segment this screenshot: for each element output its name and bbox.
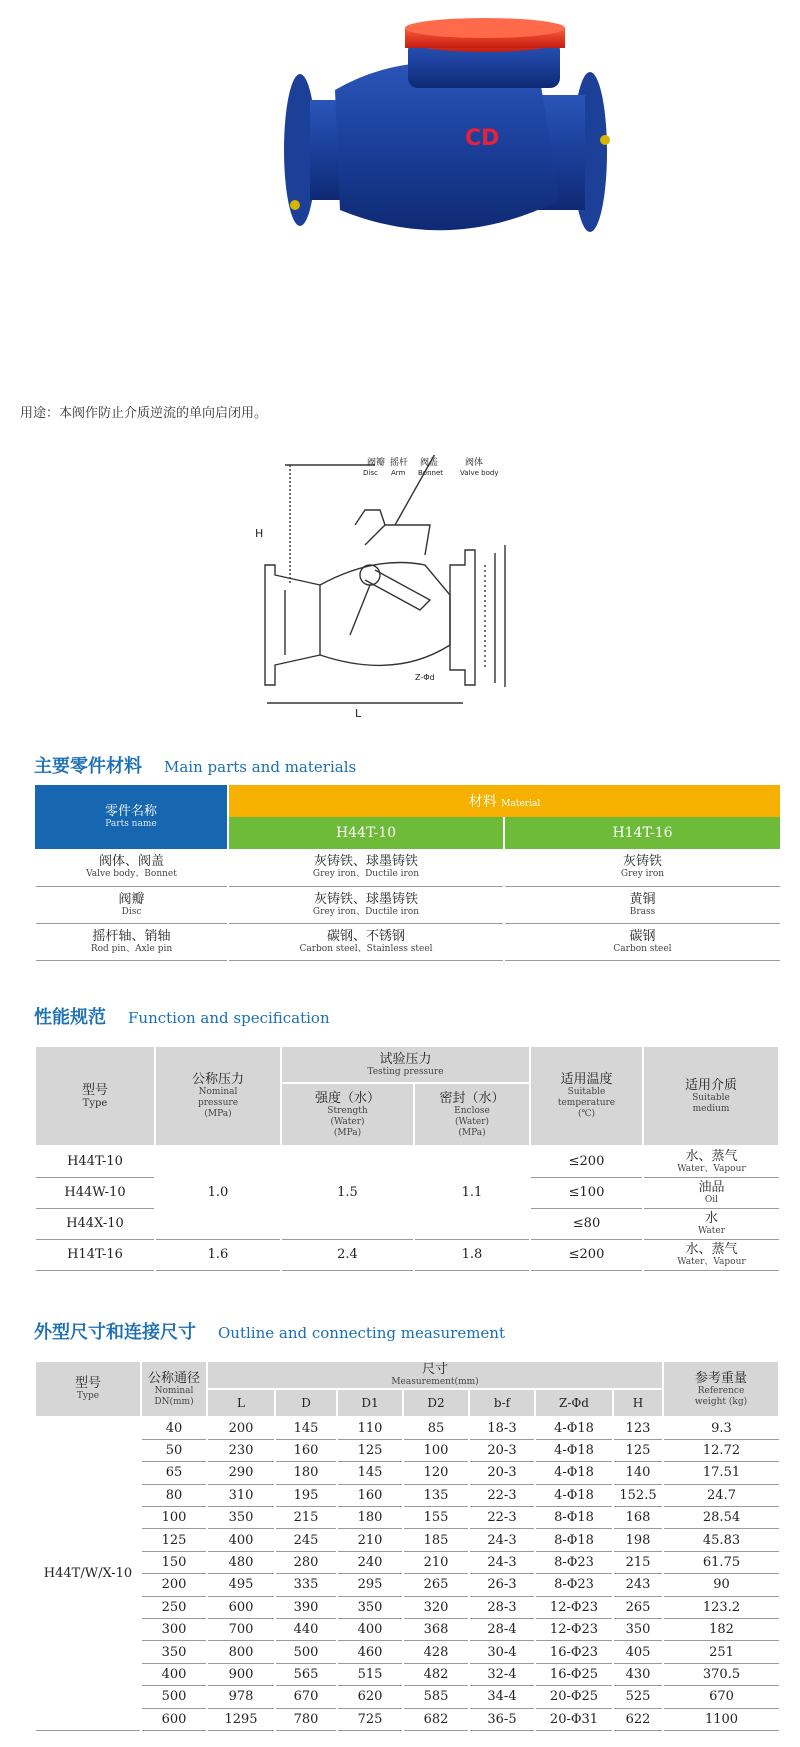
- spec-enclose-header-en3: (MPa): [458, 1127, 486, 1138]
- dims-cell: 460: [337, 1641, 403, 1663]
- dims-cell: 4-Φ18: [535, 1462, 613, 1484]
- dims-cell: 28.54: [663, 1507, 779, 1529]
- material-cell-en: Grey iron、Ductile iron: [312, 906, 420, 917]
- dims-cell: 140: [613, 1462, 663, 1484]
- spec-temp-header-zh: 适用温度: [560, 1072, 613, 1087]
- spec-enclose-header-zh: 密封（水）: [439, 1090, 505, 1106]
- spec-strength-header-en1: Strength: [327, 1105, 368, 1116]
- section-spec-title: [34, 1003, 330, 1029]
- table-row: [35, 1619, 779, 1641]
- spec-medium-cell-en: Water、Vapour: [677, 1163, 746, 1174]
- table-row: [35, 1417, 779, 1439]
- spec-strength-header-en2: (Water): [330, 1116, 365, 1127]
- table-row: [35, 1239, 779, 1270]
- dims-cell: 90: [663, 1574, 779, 1596]
- dims-col-header: D2: [403, 1389, 469, 1417]
- dims-type-cell: H44T/W/X-10: [35, 1417, 141, 1730]
- dims-cell: 1100: [663, 1708, 779, 1730]
- callout-bonnet: 阀盖: [420, 458, 439, 468]
- spec-temp-header-en3: (℃): [577, 1109, 596, 1119]
- spec-pressure-cell: 1.0: [155, 1146, 281, 1239]
- dims-cell: 9.3: [663, 1417, 779, 1439]
- dims-cell: 160: [275, 1439, 337, 1461]
- dims-cell: 620: [337, 1686, 403, 1708]
- dims-cell: 500: [275, 1641, 337, 1663]
- col-h14t16: H14T-16: [504, 817, 780, 849]
- dims-size-header: [207, 1361, 663, 1389]
- dims-cell: 295: [337, 1574, 403, 1596]
- table-row: [35, 1462, 779, 1484]
- dims-table: [34, 1360, 780, 1731]
- dims-cell: 80: [141, 1484, 207, 1506]
- table-row: [35, 1574, 779, 1596]
- table-row: [35, 1507, 779, 1529]
- spec-strength-header-zh: 强度（水）: [314, 1090, 380, 1106]
- brand-logo: CD: [465, 126, 500, 151]
- dims-cell: 240: [337, 1551, 403, 1573]
- dims-cell: 26-3: [469, 1574, 535, 1596]
- dims-cell: 16-Φ25: [535, 1663, 613, 1685]
- material-cell: 灰铸铁、球墨铸铁: [313, 854, 418, 870]
- dims-cell: 16-Φ23: [535, 1641, 613, 1663]
- spec-strength-cell: 2.4: [281, 1239, 414, 1270]
- dims-cell: 18-3: [469, 1417, 535, 1439]
- dims-cell: 125: [337, 1439, 403, 1461]
- dims-cell: 495: [207, 1574, 275, 1596]
- dims-cell: 390: [275, 1596, 337, 1618]
- dims-cell: 335: [275, 1574, 337, 1596]
- dims-cell: 160: [337, 1484, 403, 1506]
- dims-cell: 152.5: [613, 1484, 663, 1506]
- dims-cell: 145: [337, 1462, 403, 1484]
- dims-cell: 100: [403, 1439, 469, 1461]
- part-name-en: Valve body、Bonnet: [86, 869, 177, 880]
- dims-cell: 123.2: [663, 1596, 779, 1618]
- spec-test-header: [281, 1046, 530, 1083]
- dims-cell: 36-5: [469, 1708, 535, 1730]
- dims-cell: 682: [403, 1708, 469, 1730]
- spec-medium-cell-en: Water: [697, 1225, 726, 1236]
- dims-cell: 61.75: [663, 1551, 779, 1573]
- materials-table: [34, 785, 780, 961]
- parts-name-header-zh: 零件名称: [104, 804, 157, 819]
- table-row: [35, 849, 780, 886]
- spec-enclose-header-en2: (Water): [454, 1116, 490, 1127]
- table-row: [35, 1484, 779, 1506]
- spec-pressure-header: [155, 1046, 281, 1146]
- dims-type-header: [35, 1361, 141, 1417]
- dims-cell: 20-3: [469, 1439, 535, 1461]
- dims-cell: 125: [613, 1439, 663, 1461]
- dims-cell: 123: [613, 1417, 663, 1439]
- spec-type-header-en: Type: [82, 1097, 108, 1109]
- spec-medium-cell-en: Oil: [704, 1194, 719, 1205]
- material-cell-en: Grey iron、Ductile iron: [312, 869, 420, 880]
- dims-cell: 310: [207, 1484, 275, 1506]
- parts-name-header: [35, 785, 228, 849]
- spec-medium-cell: 水、蒸气: [685, 1148, 738, 1164]
- dims-weight-header: [663, 1361, 779, 1417]
- dims-cell: 978: [207, 1686, 275, 1708]
- dims-cell: 245: [275, 1529, 337, 1551]
- dims-cell: 195: [275, 1484, 337, 1506]
- spec-medium-cell: 油品: [698, 1179, 725, 1195]
- spec-test-header-en: Testing pressure: [367, 1066, 444, 1077]
- valve-product-image: [0, 0, 800, 350]
- spec-temp-cell: ≤200: [530, 1239, 643, 1270]
- dims-cell: 350: [207, 1507, 275, 1529]
- dims-cell: 8-Φ23: [535, 1574, 613, 1596]
- dims-cell: 800: [207, 1641, 275, 1663]
- dim-zd: Z-Φd: [415, 673, 435, 682]
- dims-cell: 350: [141, 1641, 207, 1663]
- dims-cell: 150: [141, 1551, 207, 1573]
- dims-cell: 725: [337, 1708, 403, 1730]
- spec-type-cell: H44X-10: [35, 1208, 155, 1239]
- dims-weight-header-en2: weight (kg): [694, 1396, 748, 1407]
- spec-pressure-header-en1: Nominal: [198, 1087, 238, 1097]
- material-cell-en: Carbon steel、Stainless steel: [299, 943, 433, 954]
- dims-cell: 12-Φ23: [535, 1596, 613, 1618]
- spec-medium-cell: 水: [704, 1210, 718, 1226]
- dim-l: L: [355, 707, 362, 720]
- spec-temp-cell: ≤200: [530, 1146, 643, 1177]
- material-header-zh: 材料: [468, 794, 497, 810]
- material-header: [228, 785, 780, 817]
- section-materials-title-zh: 主要零件材料: [34, 756, 142, 777]
- section-materials-title-en: Main parts and materials: [164, 758, 357, 776]
- dims-cell: 200: [207, 1417, 275, 1439]
- dims-cell: 405: [613, 1641, 663, 1663]
- dims-cell: 290: [207, 1462, 275, 1484]
- dims-cell: 8-Φ18: [535, 1507, 613, 1529]
- spec-enclose-cell: 1.8: [414, 1239, 530, 1270]
- usage-text: 用途：本阀作防止介质逆流的单向启闭用。: [20, 406, 268, 421]
- spec-medium-header-en1: Suitable: [692, 1092, 730, 1103]
- dims-weight-header-zh: 参考重量: [694, 1370, 747, 1386]
- table-row: [35, 1708, 779, 1730]
- spec-type-cell: H44W-10: [35, 1177, 155, 1208]
- material-cell-en: Grey iron: [620, 869, 665, 880]
- part-name: 阀体、阀盖: [98, 854, 164, 870]
- dims-cell: 900: [207, 1663, 275, 1685]
- callout-valve-body-en: Valve body: [460, 469, 499, 477]
- spec-temp-header-en1: Suitable: [567, 1087, 606, 1097]
- spec-medium-header-zh: 适用介质: [684, 1077, 737, 1093]
- part-name-en: Disc: [121, 906, 142, 917]
- dims-cell: 45.83: [663, 1529, 779, 1551]
- spec-enclose-cell: 1.1: [414, 1146, 530, 1239]
- dims-cell: 700: [207, 1619, 275, 1641]
- dims-cell: 32-4: [469, 1663, 535, 1685]
- col-h44t10: H44T-10: [228, 817, 504, 849]
- dims-cell: 20-Φ25: [535, 1686, 613, 1708]
- dims-cell: 210: [403, 1551, 469, 1573]
- dims-cell: 185: [403, 1529, 469, 1551]
- dims-cell: 168: [613, 1507, 663, 1529]
- dims-cell: 670: [663, 1686, 779, 1708]
- dims-cell: 100: [141, 1507, 207, 1529]
- dims-cell: 4-Φ18: [535, 1439, 613, 1461]
- dims-cell: 600: [207, 1596, 275, 1618]
- dim-h: H: [255, 527, 264, 540]
- dims-dn-header-zh: 公称通径: [147, 1370, 200, 1386]
- dims-cell: 622: [613, 1708, 663, 1730]
- dims-weight-header-en1: Reference: [697, 1385, 745, 1396]
- dims-cell: 200: [141, 1574, 207, 1596]
- dims-cell: 440: [275, 1619, 337, 1641]
- dims-cell: 24-3: [469, 1551, 535, 1573]
- dims-cell: 670: [275, 1686, 337, 1708]
- table-row: [35, 1551, 779, 1573]
- material-cell: 碳钢、不锈钢: [326, 928, 405, 944]
- dims-cell: 1295: [207, 1708, 275, 1730]
- spec-medium-cell-en: Water、Vapour: [677, 1256, 746, 1267]
- material-cell-en: Carbon steel: [613, 943, 672, 954]
- part-name: 摇杆轴、销轴: [92, 928, 171, 944]
- spec-temp-cell: ≤80: [530, 1208, 643, 1239]
- dims-cell: 230: [207, 1439, 275, 1461]
- dims-cell: 28-4: [469, 1619, 535, 1641]
- dims-cell: 34-4: [469, 1686, 535, 1708]
- section-materials-title: [34, 752, 356, 778]
- dims-cell: 251: [663, 1641, 779, 1663]
- dims-cell: 22-3: [469, 1507, 535, 1529]
- dims-type-header-en: Type: [76, 1391, 100, 1401]
- section-dims-title: [34, 1318, 505, 1344]
- dims-cell: 368: [403, 1619, 469, 1641]
- spec-type-cell: H44T-10: [35, 1146, 155, 1177]
- spec-temp-header: [530, 1046, 643, 1146]
- callout-disc: 阀瓣: [367, 458, 386, 468]
- spec-strength-header-en3: (MPa): [333, 1127, 362, 1138]
- callout-arm-en: Arm: [391, 469, 406, 477]
- dims-cell: 22-3: [469, 1484, 535, 1506]
- dims-cell: 280: [275, 1551, 337, 1573]
- spec-strength-cell: 1.5: [281, 1146, 414, 1239]
- dims-cell: 50: [141, 1439, 207, 1461]
- part-name-en: Rod pin、Axle pin: [90, 943, 173, 954]
- spec-table: [34, 1045, 780, 1271]
- dims-cell: 85: [403, 1417, 469, 1439]
- dims-cell: 210: [337, 1529, 403, 1551]
- dims-cell: 600: [141, 1708, 207, 1730]
- material-cell: 灰铸铁: [622, 854, 662, 870]
- callout-bonnet-en: Bonnet: [418, 469, 444, 477]
- dims-cell: 155: [403, 1507, 469, 1529]
- callout-disc-en: Disc: [363, 469, 378, 477]
- dims-cell: 565: [275, 1663, 337, 1685]
- dims-cell: 180: [337, 1507, 403, 1529]
- dims-cell: 12.72: [663, 1439, 779, 1461]
- dims-cell: 198: [613, 1529, 663, 1551]
- dims-cell: 30-4: [469, 1641, 535, 1663]
- spec-enclose-header: [414, 1083, 530, 1146]
- spec-medium-cell: 水、蒸气: [685, 1241, 738, 1257]
- dims-cell: 265: [613, 1596, 663, 1618]
- dims-cell: 4-Φ18: [535, 1484, 613, 1506]
- dims-col-header: b-f: [469, 1389, 535, 1417]
- spec-strength-header: [281, 1083, 414, 1146]
- dims-col-header: D: [275, 1389, 337, 1417]
- material-cell-en: Brass: [629, 906, 656, 917]
- dims-cell: 28-3: [469, 1596, 535, 1618]
- spec-temp-header-en2: temperature: [557, 1098, 616, 1108]
- dims-cell: 370.5: [663, 1663, 779, 1685]
- callout-valve-body: 阀体: [465, 458, 484, 468]
- dims-cell: 400: [337, 1619, 403, 1641]
- dims-cell: 480: [207, 1551, 275, 1573]
- spec-pressure-header-zh: 公称压力: [191, 1072, 244, 1087]
- table-row: [35, 1686, 779, 1708]
- dims-cell: 180: [275, 1462, 337, 1484]
- dims-cell: 300: [141, 1619, 207, 1641]
- dims-cell: 24-3: [469, 1529, 535, 1551]
- section-spec-title-zh: 性能规范: [34, 1007, 106, 1028]
- material-cell: 灰铸铁、球墨铸铁: [313, 891, 418, 907]
- dims-cell: 320: [403, 1596, 469, 1618]
- dims-cell: 24.7: [663, 1484, 779, 1506]
- spec-temp-cell: ≤100: [530, 1177, 643, 1208]
- dims-col-header: H: [613, 1389, 663, 1417]
- dims-cell: 120: [403, 1462, 469, 1484]
- dims-cell: 780: [275, 1708, 337, 1730]
- spec-pressure-header-en3: (MPa): [204, 1109, 232, 1119]
- dims-cell: 428: [403, 1641, 469, 1663]
- table-row: [35, 1663, 779, 1685]
- dims-type-header-zh: 型号: [74, 1376, 101, 1391]
- dims-cell: 8-Φ23: [535, 1551, 613, 1573]
- dims-cell: 500: [141, 1686, 207, 1708]
- dims-cell: 110: [337, 1417, 403, 1439]
- spec-medium-header: [643, 1046, 779, 1146]
- dims-cell: 400: [207, 1529, 275, 1551]
- dims-cell: 20-3: [469, 1462, 535, 1484]
- dims-dn-header: [141, 1361, 207, 1417]
- dims-cell: 4-Φ18: [535, 1417, 613, 1439]
- table-row: [35, 1596, 779, 1618]
- table-row: [35, 1641, 779, 1663]
- dims-cell: 40: [141, 1417, 207, 1439]
- spec-type-header-zh: 型号: [81, 1082, 108, 1098]
- dims-cell: 482: [403, 1663, 469, 1685]
- parts-name-header-en: Parts name: [105, 819, 157, 829]
- dims-cell: 350: [337, 1596, 403, 1618]
- dims-cell: 430: [613, 1663, 663, 1685]
- dims-cell: 215: [275, 1507, 337, 1529]
- dims-cell: 265: [403, 1574, 469, 1596]
- material-cell: 碳钢: [629, 928, 656, 944]
- dims-dn-header-en2: DN(mm): [154, 1396, 194, 1407]
- dims-cell: 17.51: [663, 1462, 779, 1484]
- dims-cell: 8-Φ18: [535, 1529, 613, 1551]
- dims-cell: 125: [141, 1529, 207, 1551]
- dims-size-header-en: Measurement(mm): [391, 1377, 479, 1387]
- dims-cell: 20-Φ31: [535, 1708, 613, 1730]
- dims-cell: 585: [403, 1686, 469, 1708]
- valve-section-diagram: [255, 455, 555, 733]
- dims-cell: 12-Φ23: [535, 1619, 613, 1641]
- dims-cell: 215: [613, 1551, 663, 1573]
- table-row: [35, 923, 780, 960]
- dims-col-header: L: [207, 1389, 275, 1417]
- dims-dn-header-en1: Nominal: [154, 1385, 194, 1396]
- spec-pressure-header-en2: pressure: [197, 1098, 239, 1108]
- dims-cell: 525: [613, 1686, 663, 1708]
- table-row: [35, 1439, 779, 1461]
- dims-cell: 400: [141, 1663, 207, 1685]
- dims-cell: 135: [403, 1484, 469, 1506]
- section-spec-title-en: Function and specification: [128, 1009, 330, 1027]
- spec-enclose-header-en1: Enclose: [454, 1105, 490, 1116]
- dims-col-header: D1: [337, 1389, 403, 1417]
- callout-arm: 摇杆: [390, 458, 409, 468]
- spec-type-header: [35, 1046, 155, 1146]
- section-dims-title-en: Outline and connecting measurement: [218, 1324, 505, 1342]
- dims-cell: 65: [141, 1462, 207, 1484]
- section-dims-title-zh: 外型尺寸和连接尺寸: [34, 1322, 196, 1343]
- table-row: [35, 1146, 779, 1177]
- table-row: [35, 886, 780, 923]
- spec-type-cell: H14T-16: [35, 1239, 155, 1270]
- dims-cell: 145: [275, 1417, 337, 1439]
- table-row: [35, 1529, 779, 1551]
- spec-pressure-cell: 1.6: [155, 1239, 281, 1270]
- dims-size-header-zh: 尺寸: [421, 1362, 448, 1377]
- dims-cell: 182: [663, 1619, 779, 1641]
- part-name: 阀瓣: [118, 891, 145, 907]
- dims-cell: 250: [141, 1596, 207, 1618]
- dims-cell: 350: [613, 1619, 663, 1641]
- spec-medium-header-en2: medium: [692, 1103, 730, 1114]
- dims-cell: 515: [337, 1663, 403, 1685]
- dims-col-header: Z-Φd: [535, 1389, 613, 1417]
- spec-test-header-zh: 试验压力: [379, 1051, 432, 1067]
- material-cell: 黄铜: [629, 891, 656, 907]
- dims-cell: 243: [613, 1574, 663, 1596]
- material-header-en: Material: [501, 799, 541, 809]
